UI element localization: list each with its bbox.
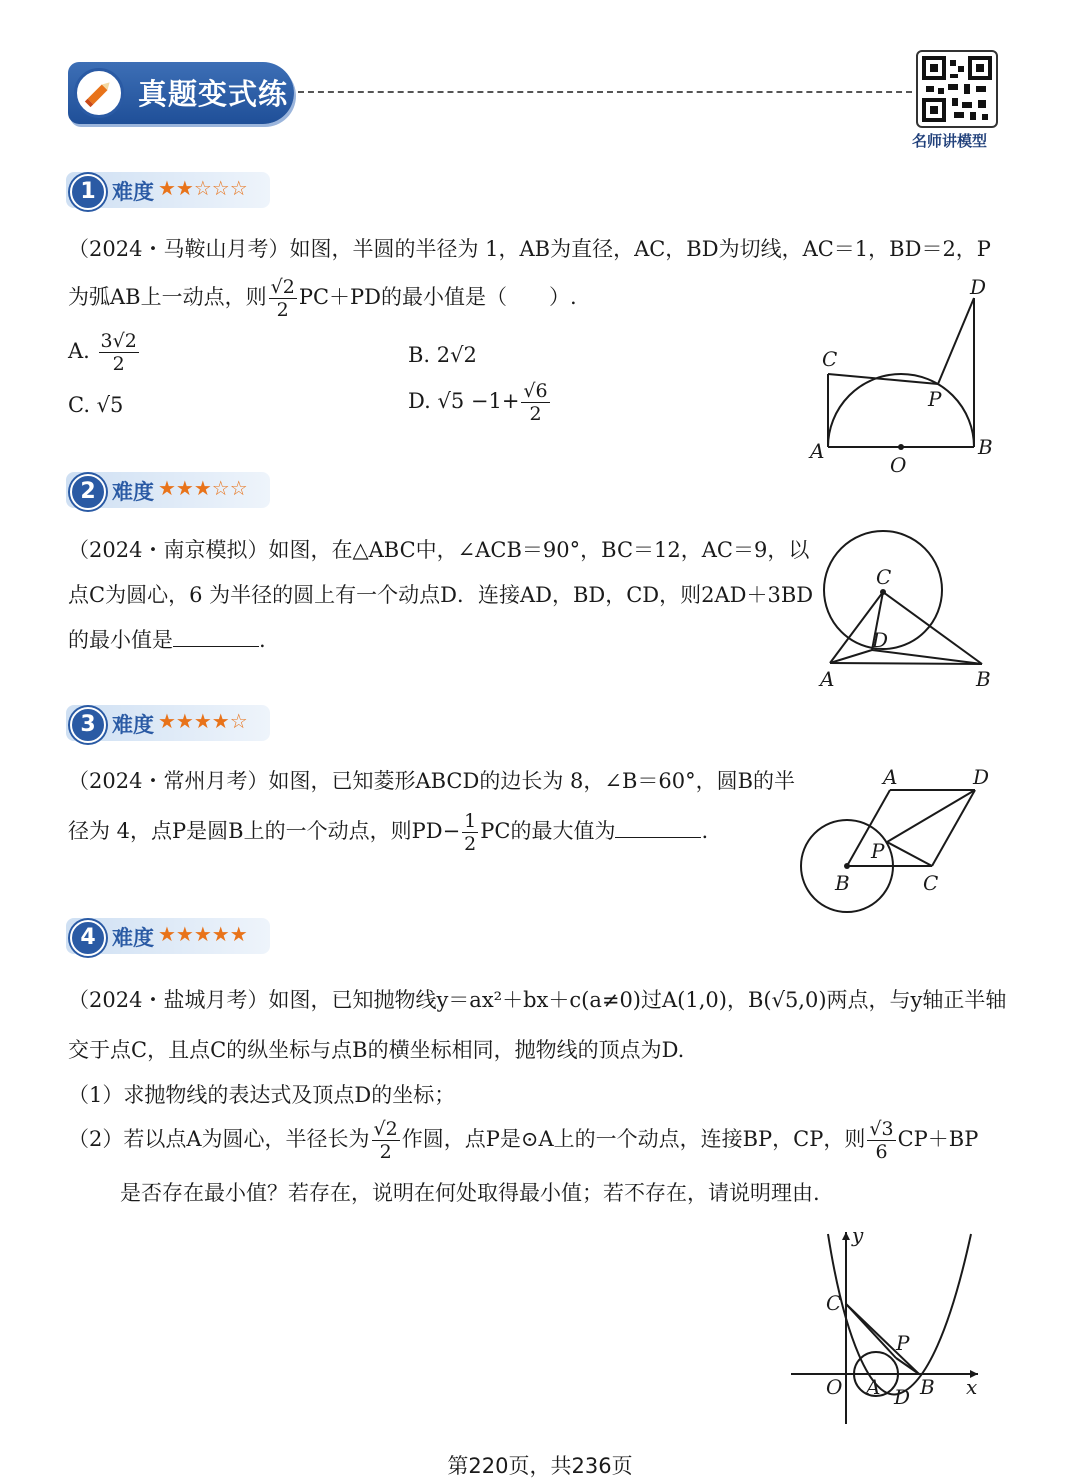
problem-4-sub-2-line-2: 是否存在最小值？若存在，说明在何处取得最小值；若不存在，请说明理由. [120, 1181, 820, 1205]
problem-1-line-1: （2024・马鞍山月考）如图，半圆的半径为 1，AB为直径，AC，BD为切线，AC＝1，BD＝2，P [68, 237, 991, 261]
label-o: O [826, 1375, 843, 1399]
difficulty-stars-2: ★★★☆☆ [158, 476, 248, 500]
problem-4-line-2: 交于点C，且点C的纵坐标与点B的横坐标相同，抛物线的顶点为D. [68, 1038, 685, 1062]
problem-2-line-2: 点C为圆心，6 为半径的圆上有一个动点D．连接AD，BD，CD，则2AD＋3BD [68, 583, 814, 607]
answer-blank[interactable] [615, 817, 701, 838]
label-c: C [826, 1291, 842, 1315]
problem-1-line-2: 为弧AB上一动点，则 $\frac{√2}{2}$ PC＋PD的最小值是（ ）. [68, 276, 577, 321]
label-a: A [866, 1375, 881, 1399]
option-b[interactable]: B. 2√2 [408, 343, 477, 367]
problem-number-2: 2 [70, 474, 106, 510]
difficulty-stars-3: ★★★★☆ [158, 709, 248, 733]
label-b: B [976, 667, 991, 691]
label-b: B [835, 871, 850, 895]
problem-number-3: 3 [70, 707, 106, 743]
option-c[interactable]: C. √5 [68, 393, 124, 417]
header-divider [298, 91, 912, 93]
figure-3-rhombus [795, 760, 1010, 920]
problem-2-line-1: （2024・南京模拟）如图，在△ABC中，∠ACB＝90°，BC＝12，AC＝9，以 [68, 538, 810, 562]
difficulty-label: 难度 [112, 926, 154, 950]
difficulty-label: 难度 [112, 480, 154, 504]
option-a[interactable]: A. $\frac{3√2}{2}$ [68, 330, 137, 375]
label-d: D [970, 275, 987, 299]
page-footer: 第220页，共236页 [447, 1454, 633, 1478]
label-c: C [876, 565, 892, 589]
label-a: A [820, 667, 835, 691]
difficulty-label: 难度 [112, 713, 154, 737]
label-c: C [923, 871, 939, 895]
label-d: D [872, 628, 889, 652]
label-b: B [978, 435, 993, 459]
figure-4-parabola [786, 1226, 986, 1432]
figure-2-triangle-circle [808, 526, 1008, 696]
qr-caption: 名师讲模型 [912, 132, 988, 150]
problem-3-line-1: （2024・常州月考）如图，已知菱形ABCD的边长为 8，∠B＝60°，圆B的半 [68, 769, 796, 793]
option-d[interactable]: D. √5 −1+ $\frac{√6}{2}$ [408, 380, 548, 425]
problem-4-line-1: （2024・盐城月考）如图，已知抛物线y＝ax²＋bx＋c(a≠0)过A(1,0)，B(√5,0)两点，与y轴正半轴 [68, 988, 1007, 1012]
label-a: A [883, 765, 898, 789]
label-o: O [890, 453, 907, 477]
problem-number-4: 4 [70, 920, 106, 956]
label-a: A [810, 439, 825, 463]
label-d: D [973, 765, 990, 789]
problem-3-line-2: 径为 4，点P是圆B上的一个动点，则PD− $\frac{1}{2}$ PC的最大值为 . [68, 810, 709, 855]
figure-1-semicircle [800, 272, 1010, 482]
label-x: x [966, 1375, 978, 1399]
pencil-icon [74, 68, 124, 118]
label-p: P [928, 387, 942, 411]
fraction: $\frac{√2}{2}$ [270, 276, 295, 321]
difficulty-label: 难度 [112, 180, 154, 204]
label-c: C [822, 347, 838, 371]
label-d: D [894, 1385, 911, 1409]
answer-blank[interactable] [173, 626, 259, 647]
difficulty-stars-1: ★★☆☆☆ [158, 176, 248, 200]
section-title: 真题变式练 [138, 77, 289, 111]
label-p: P [871, 839, 885, 863]
problem-2-line-3: 的最小值是 . [68, 628, 266, 652]
label-y: y [852, 1226, 864, 1247]
problem-4-sub-2: （2）若以点A为圆心，半径长为 $\frac{√2}{2}$ 作圆，点P是⊙A上的一个动点，连接BP，CP，则 $\frac{√3}{6}$ CP＋BP [68, 1118, 979, 1163]
problem-number-1: 1 [70, 174, 106, 210]
qr-code-icon[interactable] [916, 50, 998, 128]
label-p: P [896, 1331, 910, 1355]
problem-4-sub-1: （1）求抛物线的表达式及顶点D的坐标； [68, 1083, 456, 1107]
difficulty-stars-4: ★★★★★ [158, 922, 248, 946]
label-b: B [920, 1375, 935, 1399]
